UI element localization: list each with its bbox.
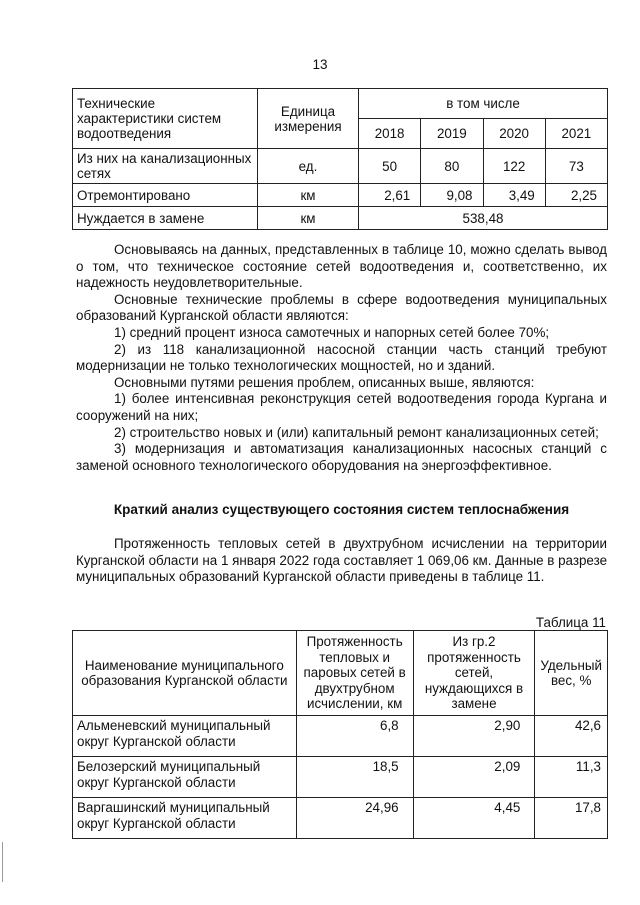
table-row	[73, 798, 608, 839]
table11-cell-replace: 4,45	[413, 798, 535, 839]
table10-header-year: 2019	[421, 119, 483, 149]
table-caption: Таблица 11	[535, 615, 606, 630]
table10-cell: 50	[359, 149, 421, 184]
table10-row-label: Нуждается в замене	[73, 207, 258, 230]
table-11	[72, 630, 608, 839]
table-row	[73, 207, 608, 230]
table10-row-unit: км	[258, 184, 359, 207]
table10-cell: 2,25	[545, 184, 607, 207]
table10-cell: 80	[421, 149, 483, 184]
paragraph: 3) модернизация и автоматизация канализационных насосных станций с заменой основного технологического оборудования на энергоэффективное.	[76, 441, 607, 473]
table10-row-unit: ед.	[258, 149, 359, 184]
table10-header-group: в том числе	[359, 89, 608, 119]
table11-cell-length: 18,5	[296, 757, 413, 798]
table-row	[73, 716, 608, 757]
table11-cell-name: Варгашинский муниципальный округ Курганской области	[73, 798, 297, 839]
paragraph: 2) из 118 канализационной насосной станции часть станций требуют модернизации не только технологических мощностей, но и зданий.	[76, 341, 607, 374]
table11-cell-name: Альменевский муниципальный округ Курганской области	[73, 716, 297, 757]
table10-cell: 122	[483, 149, 545, 184]
paragraph: 1) более интенсивная реконструкция сетей водоотведения города Кургана и сооружений на них;	[76, 391, 607, 423]
table11-cell-replace: 2,90	[413, 716, 535, 757]
paragraph: Основываясь на данных, представленных в таблице 10, можно сделать вывод о том, что техническое состояние сетей водоотведения и, соответственно, их надежность неудовлетворительные.	[76, 242, 607, 291]
body-text-block	[76, 536, 607, 586]
table11-header-replace: Из гр.2 протяженность сетей, нуждающихся в замене	[413, 631, 535, 716]
paragraph: Протяженность тепловых сетей в двухтрубном исчислении на территории Курганской области на 1 января 2022 года составляет 1 069,06 км. Данные в разрезе муниципальных образований Курганской области приведены в таблице 11.	[76, 536, 608, 585]
table11-header-name: Наименование муниципального образования Курганской области	[73, 631, 297, 716]
table10-cell: 73	[545, 149, 607, 184]
paragraph: Основные технические проблемы в сфере водоотведения муниципальных образований Курганской области являются:	[76, 291, 607, 324]
table11-cell-length: 6,8	[296, 716, 413, 757]
table-row	[73, 184, 608, 207]
scan-margin-mark	[2, 842, 3, 882]
paragraph: 2) строительство новых и (или) капитальный ремонт канализационных сетей;	[114, 424, 599, 440]
table10-row-unit: км	[258, 207, 359, 230]
paragraph: Основными путями решения проблем, описанных выше, являются:	[114, 374, 535, 390]
table11-header-length: Протяженность тепловых и паровых сетей в двухтрубном исчислении, км	[296, 631, 413, 716]
table11-cell-share: 17,8	[535, 798, 608, 839]
table10-header-year: 2020	[483, 119, 545, 149]
table11-header-share: Удельный вес, %	[535, 631, 608, 716]
table10-header-unit: Единица измерения	[258, 89, 359, 149]
table10-header-characteristics: Технические характеристики систем водоотведения	[73, 89, 258, 149]
page-number: 13	[312, 57, 328, 72]
table11-cell-name: Белозерский муниципальный округ Курганской области	[73, 757, 297, 798]
table-10	[72, 88, 608, 230]
table10-header-year: 2018	[359, 119, 421, 149]
table11-cell-share: 11,3	[535, 757, 608, 798]
table10-cell: 9,08	[421, 184, 483, 207]
table11-cell-replace: 2,09	[413, 757, 535, 798]
table10-row-label: Отремонтировано	[73, 184, 258, 207]
table-row	[73, 149, 608, 184]
body-text-block	[76, 242, 607, 474]
table-row	[73, 757, 608, 798]
table10-row-label: Из них на канализационных сетях	[73, 149, 258, 184]
section-heading: Краткий анализ существующего состояния систем теплоснабжения	[113, 502, 570, 517]
table10-merged-cell: 538,48	[359, 207, 608, 230]
table11-cell-length: 24,96	[296, 798, 413, 839]
table10-cell: 2,61	[359, 184, 421, 207]
paragraph: 1) средний процент износа самотечных и напорных сетей более 70%;	[114, 324, 550, 340]
table10-cell: 3,49	[483, 184, 545, 207]
table11-cell-share: 42,6	[535, 716, 608, 757]
table10-header-year: 2021	[545, 119, 607, 149]
